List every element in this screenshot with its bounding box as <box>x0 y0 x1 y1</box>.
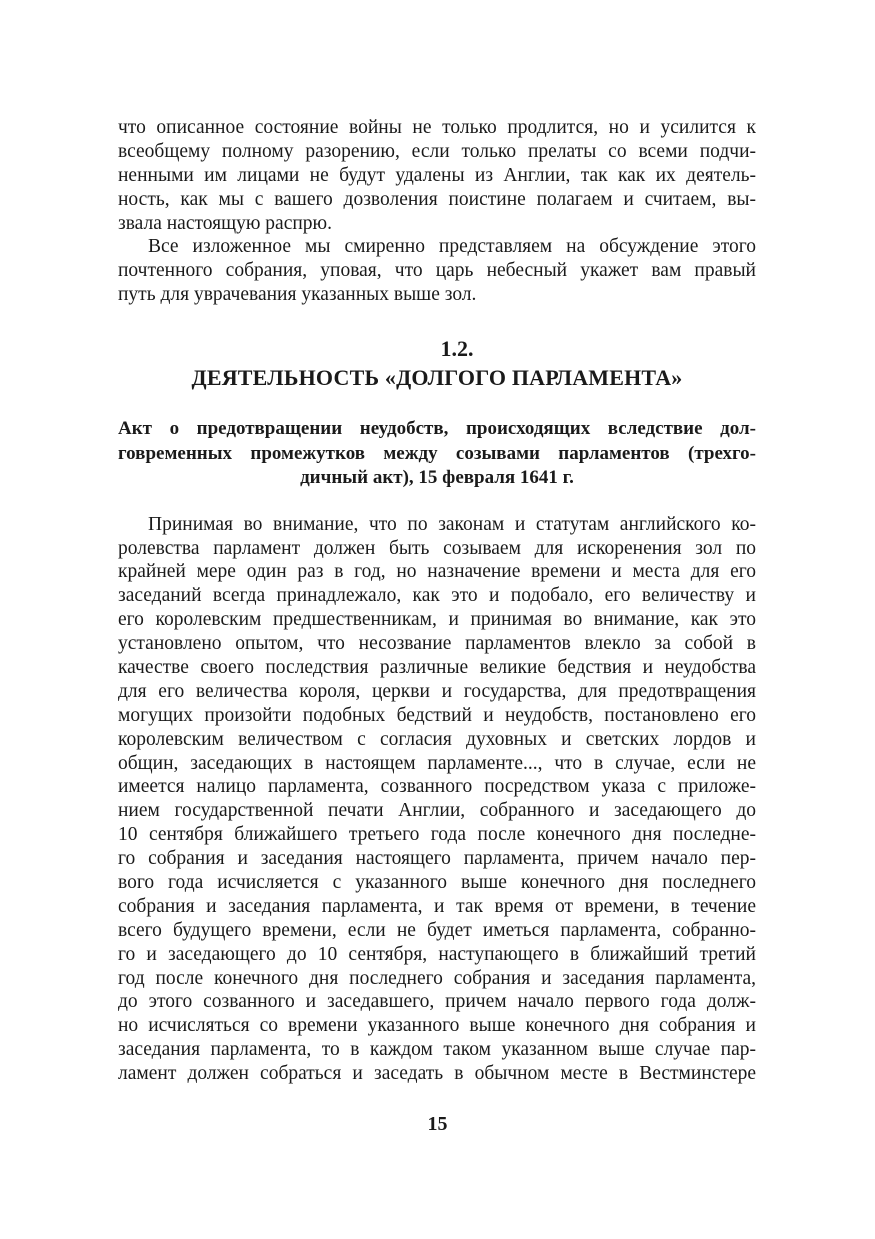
text-line: Принимая во внимание, что по законам и статутам английского ко- <box>148 513 756 535</box>
act-title-line: говременных промежутков между созывами парламентов (трехго- <box>118 442 756 464</box>
text-line: год после конечного дня последнего собрания и заседания парламента, <box>118 967 756 989</box>
text-line: качестве своего последствия различные великие бедствия и неудобства <box>118 656 756 678</box>
paragraph-3 <box>118 513 756 1086</box>
text-line: ность, как мы с вашего дозволения поистине полагаем и считаем, вы- <box>118 188 756 210</box>
text-line: общин, заседающих в настоящем парламенте..., что в случае, если не <box>118 752 756 774</box>
text-line: нием государственной печати Англии, собранного и заседающего до <box>118 800 756 822</box>
act-title-line: Акт о предотвращении неудобств, происходящих вследствие дол- <box>118 418 756 440</box>
text-line: королевским величеством с согласия духовных и светских лордов и <box>118 728 756 750</box>
text-line: его королевским предшественникам, и принимая во внимание, как это <box>118 609 756 631</box>
text-line: установлено опытом, что несозвание парламентов влекло за собой в <box>118 633 756 655</box>
page-number: 15 <box>427 1113 448 1135</box>
text-line: го и заседающего до 10 сентября, наступающего в ближайший третий <box>118 943 756 965</box>
text-line: заседания парламента, то в каждом таком указанном выше случае пар- <box>118 1039 756 1061</box>
text-line: всеобщему полному разорению, если только прелаты со всеми подчи- <box>118 140 756 162</box>
section-title: ДЕЯТЕЛЬНОСТЬ «ДОЛГОГО ПАРЛАМЕНТА» <box>191 365 683 391</box>
text-line: ненными им лицами не будут удалены из Англии, так как их деятель- <box>118 164 756 186</box>
text-line: заседаний всегда принадлежало, как это и подобало, его величеству и <box>118 585 756 607</box>
text-line: го собрания и заседания настоящего парламента, причем начало пер- <box>118 848 756 870</box>
text-line: собрания и заседания парламента, и так время от времени, в течение <box>118 895 756 917</box>
text-line: Все изложенное мы смиренно представляем на обсуждение этого <box>148 236 756 258</box>
paragraph-1 <box>118 116 756 235</box>
text-line: имеется налицо парламента, созванного посредством указа с приложе- <box>118 776 756 798</box>
text-line: вого года исчисляется с указанного выше конечного дня последнего <box>118 871 756 893</box>
text-line: ламент должен собраться и заседать в обычном месте в Вестминстере <box>118 1063 756 1085</box>
act-title <box>118 417 756 491</box>
text-line: что описанное состояние войны не только продлится, но и усилится к <box>118 117 756 138</box>
text-line: 10 сентября ближайшего третьего года после конечного дня последне- <box>118 824 756 846</box>
text-line: крайней мере один раз в год, но назначение времени и места для его <box>118 561 756 583</box>
text-line: могущих произойти подобных бедствий и неудобств, постановлено его <box>118 704 756 726</box>
text-line: звала настоящую распрю. <box>118 212 332 234</box>
text-line: путь для уврачевания указанных выше зол. <box>118 284 477 306</box>
section-number: 1.2. <box>440 336 474 362</box>
page-body <box>118 116 756 1086</box>
text-line: но исчисляться со времени указанного выше конечного дня собрания и <box>118 1015 756 1037</box>
text-line: для его величества короля, церкви и государства, для предотвращения <box>118 680 756 702</box>
act-title-line: дичный акт), 15 февраля 1641 г. <box>300 467 574 489</box>
paragraph-2 <box>118 235 756 307</box>
text-line: почтенного собрания, уповая, что царь небесный укажет вам правый <box>118 260 756 282</box>
text-line: до этого созванного и заседавшего, причем начало первого года долж- <box>118 991 756 1013</box>
text-line: всего будущего времени, если не будет иметься парламента, собранно- <box>118 919 756 941</box>
text-line: ролевства парламент должен быть созываем для искоренения зол по <box>118 537 756 559</box>
